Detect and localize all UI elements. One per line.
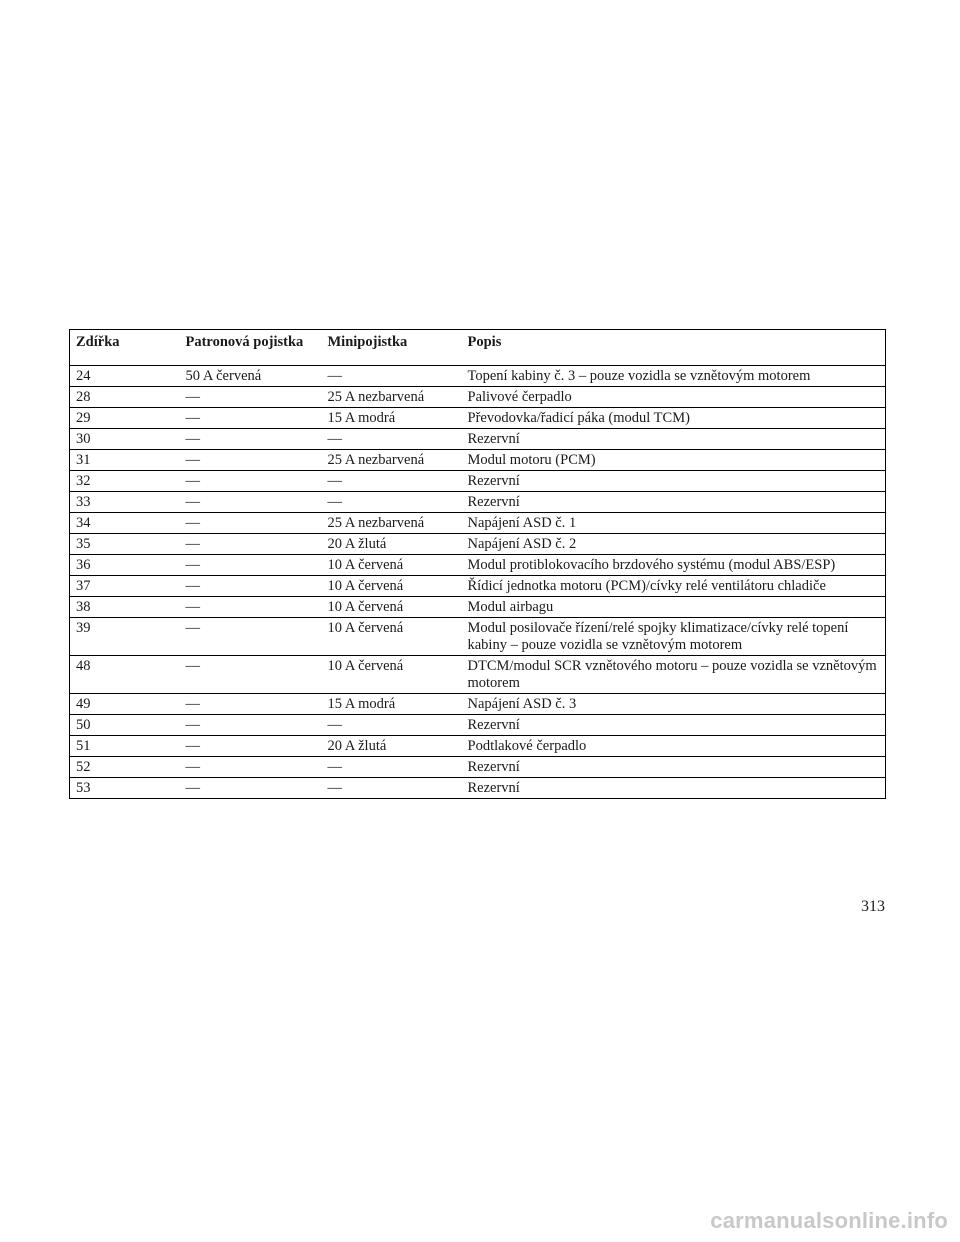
cell-description: Modul airbagu: [462, 597, 886, 618]
cell-mini-fuse: 25 A nezbarvená: [322, 513, 462, 534]
cell-description: Modul protiblokovacího brzdového systému (modul ABS/ESP): [462, 555, 886, 576]
cell-socket: 28: [70, 387, 180, 408]
cell-description: Palivové čerpadlo: [462, 387, 886, 408]
cell-mini-fuse: 15 A modrá: [322, 694, 462, 715]
cell-description: Rezervní: [462, 778, 886, 799]
cell-socket: 49: [70, 694, 180, 715]
cell-mini-fuse: 20 A žlutá: [322, 736, 462, 757]
cell-cartridge-fuse: —: [180, 618, 322, 656]
cell-socket: 29: [70, 408, 180, 429]
table-row: [70, 450, 886, 471]
cell-cartridge-fuse: —: [180, 576, 322, 597]
cell-mini-fuse: —: [322, 492, 462, 513]
table-row: [70, 492, 886, 513]
cell-cartridge-fuse: —: [180, 694, 322, 715]
cell-description: Rezervní: [462, 471, 886, 492]
cell-socket: 34: [70, 513, 180, 534]
header-description: Popis: [462, 330, 886, 366]
cell-cartridge-fuse: —: [180, 450, 322, 471]
cell-mini-fuse: 20 A žlutá: [322, 534, 462, 555]
cell-mini-fuse: 25 A nezbarvená: [322, 450, 462, 471]
cell-description: Modul posilovače řízení/relé spojky klimatizace/cívky relé topení kabiny – pouze vozidla se vznětovým motorem: [462, 618, 886, 656]
header-mini-fuse: Minipojistka: [322, 330, 462, 366]
cell-cartridge-fuse: 50 A červená: [180, 366, 322, 387]
cell-mini-fuse: —: [322, 471, 462, 492]
cell-cartridge-fuse: —: [180, 387, 322, 408]
cell-cartridge-fuse: —: [180, 429, 322, 450]
table-row: [70, 387, 886, 408]
page-number: 313: [861, 898, 885, 915]
cell-description: Napájení ASD č. 1: [462, 513, 886, 534]
table-row: [70, 736, 886, 757]
table-row: [70, 656, 886, 694]
cell-description: Rezervní: [462, 715, 886, 736]
cell-description: Rezervní: [462, 429, 886, 450]
cell-socket: 53: [70, 778, 180, 799]
cell-socket: 36: [70, 555, 180, 576]
cell-cartridge-fuse: —: [180, 715, 322, 736]
header-cartridge-fuse: Patronová pojistka: [180, 330, 322, 366]
table-row: [70, 757, 886, 778]
cell-mini-fuse: 10 A červená: [322, 597, 462, 618]
cell-socket: 32: [70, 471, 180, 492]
cell-description: Rezervní: [462, 492, 886, 513]
table-row: [70, 366, 886, 387]
cell-cartridge-fuse: —: [180, 513, 322, 534]
cell-mini-fuse: 15 A modrá: [322, 408, 462, 429]
cell-description: Převodovka/řadicí páka (modul TCM): [462, 408, 886, 429]
cell-socket: 24: [70, 366, 180, 387]
table-row: [70, 408, 886, 429]
cell-socket: 52: [70, 757, 180, 778]
cell-socket: 30: [70, 429, 180, 450]
cell-description: Řídicí jednotka motoru (PCM)/cívky relé ventilátoru chladiče: [462, 576, 886, 597]
cell-cartridge-fuse: —: [180, 736, 322, 757]
cell-socket: 31: [70, 450, 180, 471]
table-row: [70, 597, 886, 618]
header-socket: Zdířka: [70, 330, 180, 366]
cell-cartridge-fuse: —: [180, 534, 322, 555]
cell-mini-fuse: 10 A červená: [322, 555, 462, 576]
table-row: [70, 778, 886, 799]
table-row: [70, 576, 886, 597]
fuse-table: [69, 329, 886, 799]
table-body: [70, 366, 886, 799]
cell-cartridge-fuse: —: [180, 555, 322, 576]
cell-description: Napájení ASD č. 2: [462, 534, 886, 555]
cell-mini-fuse: 25 A nezbarvená: [322, 387, 462, 408]
cell-socket: 39: [70, 618, 180, 656]
cell-cartridge-fuse: —: [180, 656, 322, 694]
header-row: [70, 330, 886, 366]
cell-mini-fuse: —: [322, 778, 462, 799]
cell-socket: 33: [70, 492, 180, 513]
cell-mini-fuse: 10 A červená: [322, 656, 462, 694]
cell-description: Rezervní: [462, 757, 886, 778]
cell-mini-fuse: —: [322, 715, 462, 736]
watermark: carmanualsonline.info: [710, 1208, 948, 1233]
table-row: [70, 555, 886, 576]
cell-description: Topení kabiny č. 3 – pouze vozidla se vznětovým motorem: [462, 366, 886, 387]
cell-socket: 51: [70, 736, 180, 757]
table-row: [70, 429, 886, 450]
cell-mini-fuse: —: [322, 757, 462, 778]
cell-mini-fuse: —: [322, 429, 462, 450]
cell-cartridge-fuse: —: [180, 757, 322, 778]
cell-cartridge-fuse: —: [180, 471, 322, 492]
cell-cartridge-fuse: —: [180, 408, 322, 429]
cell-mini-fuse: —: [322, 366, 462, 387]
table-row: [70, 618, 886, 656]
cell-cartridge-fuse: —: [180, 597, 322, 618]
cell-cartridge-fuse: —: [180, 492, 322, 513]
table-row: [70, 534, 886, 555]
cell-socket: 48: [70, 656, 180, 694]
cell-socket: 50: [70, 715, 180, 736]
cell-description: Napájení ASD č. 3: [462, 694, 886, 715]
table-row: [70, 715, 886, 736]
cell-socket: 38: [70, 597, 180, 618]
table-header: [70, 330, 886, 366]
cell-socket: 35: [70, 534, 180, 555]
table-row: [70, 694, 886, 715]
table-row: [70, 471, 886, 492]
cell-description: Podtlakové čerpadlo: [462, 736, 886, 757]
cell-socket: 37: [70, 576, 180, 597]
cell-description: Modul motoru (PCM): [462, 450, 886, 471]
cell-cartridge-fuse: —: [180, 778, 322, 799]
table-row: [70, 513, 886, 534]
cell-description: DTCM/modul SCR vznětového motoru – pouze vozidla se vznětovým motorem: [462, 656, 886, 694]
cell-mini-fuse: 10 A červená: [322, 618, 462, 656]
cell-mini-fuse: 10 A červená: [322, 576, 462, 597]
